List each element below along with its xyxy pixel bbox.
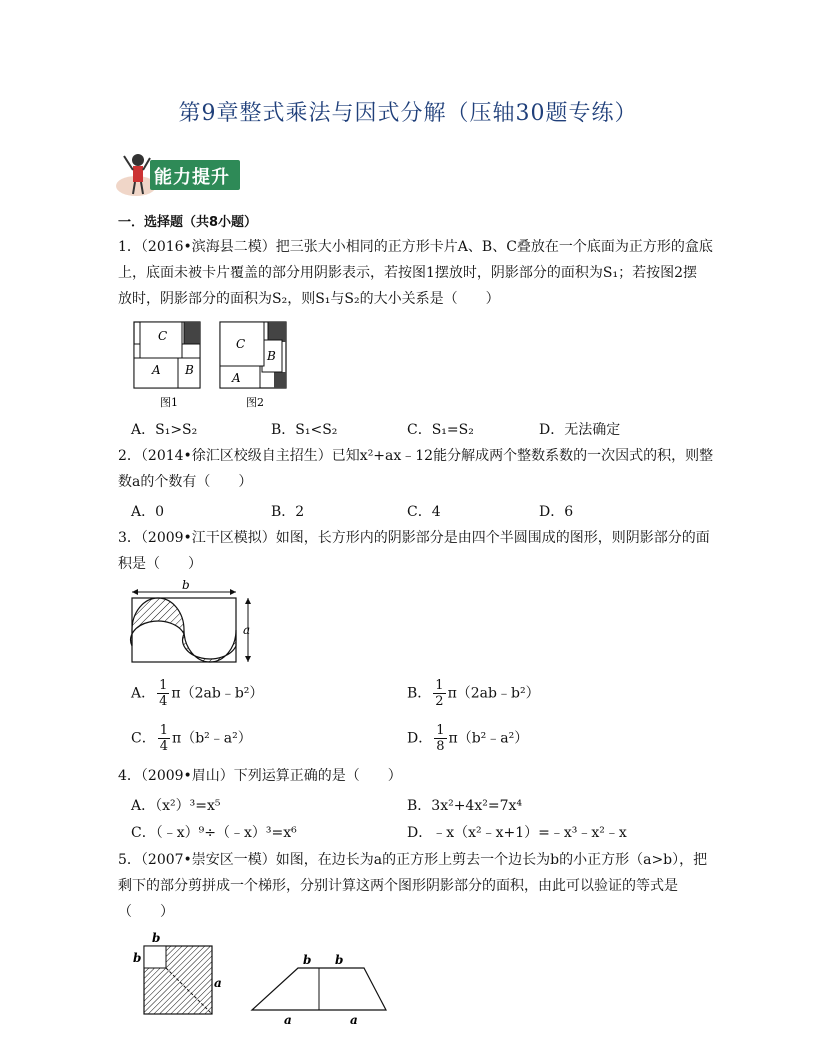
q3-line2: 积是（ ） bbox=[118, 556, 202, 572]
fig1-label-c: C bbox=[158, 329, 168, 343]
q1-line2: 上，底面未被卡片覆盖的部分用阴影表示，若按图1摆放时，阴影部分的面积为S₁；若按图2摆 bbox=[118, 265, 698, 281]
badge-label: 能力提升 bbox=[154, 167, 230, 188]
q5-line1: 5．（2007•崇安区一模）如图，在边长为a的正方形上剪去一个边长为b的小正方形（a>b），把 bbox=[118, 852, 708, 868]
q1-figures bbox=[130, 318, 300, 413]
q2-option-c[interactable]: C．4 bbox=[407, 504, 441, 520]
q1-option-c[interactable]: C．S₁=S₂ bbox=[407, 422, 474, 438]
q2-option-a[interactable]: A．0 bbox=[131, 504, 165, 520]
q1-line1: 1．（2016•滨海县二模）把三张大小相同的正方形卡片A、B、C叠放在一个底面为正方形的盒底 bbox=[118, 239, 713, 255]
sq-label-b-left: b bbox=[133, 951, 142, 965]
q4-option-b[interactable]: B．3x²+4x²=7x⁴ bbox=[407, 798, 522, 814]
q5-line2: 剩下的部分剪拼成一个梯形，分别计算这两个图形阴影部分的面积，由此可以验证的等式是 bbox=[118, 878, 678, 894]
sq-label-a: a bbox=[214, 976, 222, 990]
q3-line1: 3．（2009•江干区模拟）如图，长方形内的阴影部分是由四个半圆围成的图形，则阴影部分的面 bbox=[118, 530, 710, 546]
question-1 bbox=[118, 234, 718, 312]
q3-option-c[interactable]: C． $\frac{1}{4}$ π（b²﹣a²） bbox=[131, 723, 252, 754]
dim-b-label: b bbox=[182, 580, 190, 592]
q4-option-c[interactable]: C．（﹣x）⁹÷（﹣x）³=x⁶ bbox=[131, 825, 297, 841]
fig2-label-b: B bbox=[267, 349, 276, 363]
q1-option-a[interactable]: A．S₁>S₂ bbox=[131, 422, 198, 438]
fig2-label-c: C bbox=[236, 337, 246, 351]
ability-badge bbox=[114, 150, 244, 198]
q5-line3: （ ） bbox=[118, 904, 174, 920]
question-3 bbox=[118, 525, 718, 577]
section-heading: 一．选择题（共8小题） bbox=[118, 215, 258, 230]
sq-label-b-top: b bbox=[152, 932, 161, 945]
fig2-caption: 图2 bbox=[246, 396, 264, 409]
figure-2 bbox=[220, 322, 286, 409]
trap-label-a2: a bbox=[350, 1013, 358, 1026]
q3-option-d[interactable]: D． $\frac{1}{8}$ π（b²﹣a²） bbox=[407, 723, 529, 754]
dim-a-label: a bbox=[243, 623, 251, 637]
fig1-caption: 图1 bbox=[160, 396, 178, 409]
q2-option-d[interactable]: D．6 bbox=[539, 504, 574, 520]
q1-line3: 放时，阴影部分的面积为S₂，则S₁与S₂的大小关系是（ ） bbox=[118, 291, 500, 307]
question-2 bbox=[118, 443, 718, 495]
q3-option-b[interactable]: B． $\frac{1}{2}$ π（2ab﹣b²） bbox=[407, 678, 540, 709]
square-figure bbox=[133, 932, 222, 1014]
q4-option-d[interactable]: D．﹣x（x²﹣x+1）=﹣x³﹣x²﹣x bbox=[407, 825, 627, 841]
q1-option-d[interactable]: D．无法确定 bbox=[539, 422, 621, 438]
trapezoid-figure bbox=[252, 953, 386, 1026]
fig1-label-a: A bbox=[152, 363, 161, 377]
figure-1 bbox=[134, 322, 200, 409]
q3-figure bbox=[128, 580, 268, 666]
shaded-region bbox=[131, 598, 236, 662]
trap-label-b2: b bbox=[335, 953, 344, 967]
q3-option-a[interactable]: A． $\frac{1}{4}$ π（2ab﹣b²） bbox=[131, 678, 264, 709]
question-4: 4．（2009•眉山）下列运算正确的是（ ） bbox=[118, 768, 402, 784]
question-5 bbox=[118, 847, 718, 925]
trap-label-b1: b bbox=[303, 953, 312, 967]
q2-line2: 数a的个数有（ ） bbox=[118, 474, 253, 490]
fig1-label-b: B bbox=[185, 363, 194, 377]
fig2-label-a: A bbox=[232, 371, 241, 385]
page-title: 第9章整式乘法与因式分解（压轴30题专练） bbox=[178, 101, 638, 126]
trap-label-a1: a bbox=[284, 1013, 292, 1026]
q2-line1: 2．（2014•徐汇区校级自主招生）已知x²+ax﹣12能分解成两个整数系数的一次因式的积，则整 bbox=[118, 448, 714, 464]
q5-figures bbox=[128, 932, 398, 1026]
q2-option-b[interactable]: B．2 bbox=[271, 504, 305, 520]
q4-option-a[interactable]: A．（x²）³=x⁵ bbox=[131, 798, 221, 814]
q1-option-b[interactable]: B．S₁<S₂ bbox=[271, 422, 338, 438]
